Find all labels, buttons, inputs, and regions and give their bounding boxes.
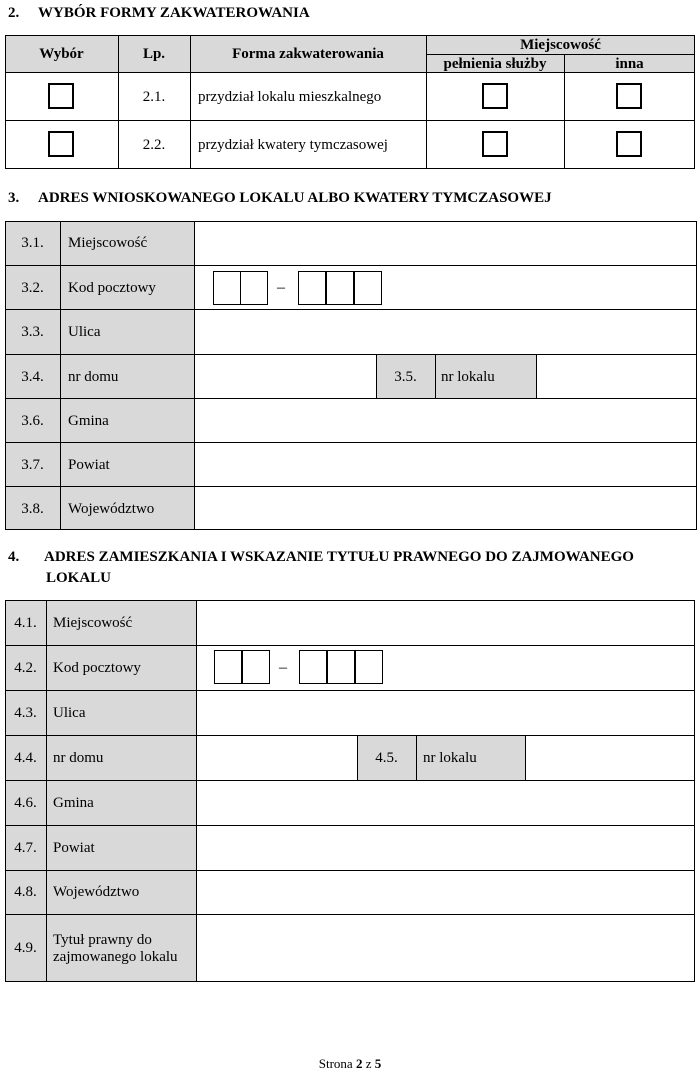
row-lp: 3.5. (394, 369, 417, 385)
field-label-voivodeship: Województwo (68, 501, 155, 517)
section-number: 4. (8, 549, 20, 565)
county-field[interactable] (198, 827, 694, 869)
street-field[interactable] (196, 311, 695, 353)
field-label-house-number: nr domu (53, 750, 104, 766)
row-lp: 3.2. (21, 280, 44, 296)
field-label-county: Powiat (53, 840, 95, 856)
header-location: Miejscowość (520, 37, 601, 53)
postal-digit-box[interactable] (213, 271, 241, 305)
row-lp: 4.2. (14, 660, 37, 676)
row-lp: 3.4. (21, 369, 44, 385)
section-3-heading (8, 188, 552, 208)
row-lp: 3.8. (21, 501, 44, 517)
city-field[interactable] (196, 223, 695, 264)
row-lp: 4.4. (14, 750, 37, 766)
county-field[interactable] (196, 444, 695, 485)
row-lp: 2.1. (142, 89, 166, 105)
field-label-flat-number: nr lokalu (441, 369, 495, 385)
commune-field[interactable] (198, 782, 694, 824)
other-location-checkbox-2-1[interactable] (616, 83, 642, 109)
field-label-postal-code: Kod pocztowy (53, 660, 141, 676)
header-form: Forma zakwaterowania (232, 46, 384, 62)
postal-dash: – (277, 279, 285, 296)
row-form-label: przydział kwatery tymczasowej (198, 137, 388, 153)
header-choice: Wybór (39, 46, 84, 62)
field-label-commune: Gmina (53, 795, 94, 811)
row-lp: 4.1. (14, 615, 37, 631)
field-label-house-number: nr domu (68, 369, 119, 385)
postal-digit-box[interactable] (214, 650, 242, 684)
row-form-label: przydział lokalu mieszkalnego (198, 89, 382, 105)
footer-separator: z (365, 1056, 372, 1071)
voivodeship-field[interactable] (196, 488, 695, 529)
postal-digit-box[interactable] (299, 650, 327, 684)
row-lp: 3.3. (21, 324, 44, 340)
flat-number-field[interactable] (527, 737, 694, 779)
duty-location-checkbox-2-2[interactable] (482, 131, 508, 157)
row-lp: 4.8. (14, 884, 37, 900)
postal-digit-box[interactable] (298, 271, 326, 305)
postal-digit-box[interactable] (240, 271, 268, 305)
postal-dash: – (279, 659, 287, 676)
row-lp: 3.1. (21, 235, 44, 251)
section-number: 2. (8, 5, 20, 21)
duty-location-checkbox-2-1[interactable] (482, 83, 508, 109)
field-label-legal-title-line2: zajmowanego lokalu (53, 949, 178, 965)
section-title-line1: ADRES ZAMIESZKANIA I WSKAZANIE TYTUŁU PRAWNEGO DO ZAJMOWANEGO (44, 549, 634, 565)
row-lp: 4.9. (14, 940, 37, 956)
section-4-heading (8, 547, 634, 589)
footer-total-pages: 5 (374, 1056, 382, 1071)
legal-title-field[interactable] (198, 916, 694, 981)
field-label-commune: Gmina (68, 413, 109, 429)
field-label-flat-number: nr lokalu (423, 750, 477, 766)
field-label-city: Miejscowość (53, 615, 133, 631)
row-lp: 4.3. (14, 705, 37, 721)
row-lp: 4.7. (14, 840, 37, 856)
choice-checkbox-2-1[interactable] (48, 83, 74, 109)
field-label-street: Ulica (53, 705, 86, 721)
page-footer (0, 1056, 700, 1072)
section-title-line2: LOKALU (46, 570, 112, 586)
row-lp: 4.6. (14, 795, 37, 811)
house-number-field[interactable] (196, 356, 375, 397)
postal-digit-box[interactable] (355, 650, 383, 684)
choice-checkbox-2-2[interactable] (48, 131, 74, 157)
footer-page-number: 2 (355, 1056, 363, 1071)
header-location-other: inna (615, 56, 644, 72)
section-number: 3. (8, 190, 20, 206)
postal-digit-box[interactable] (354, 271, 382, 305)
row-lp: 3.6. (21, 413, 44, 429)
field-label-county: Powiat (68, 457, 110, 473)
row-lp: 2.2. (142, 137, 166, 153)
section-title: ADRES WNIOSKOWANEGO LOKALU ALBO KWATERY TYMCZASOWEJ (38, 190, 552, 206)
street-field[interactable] (198, 692, 694, 734)
postal-digit-box[interactable] (326, 271, 354, 305)
flat-number-field[interactable] (538, 356, 695, 397)
postal-digit-box[interactable] (242, 650, 270, 684)
postal-digit-box[interactable] (327, 650, 355, 684)
field-label-postal-code: Kod pocztowy (68, 280, 156, 296)
field-label-legal-title-line1: Tytuł prawny do (53, 932, 152, 948)
section-title: WYBÓR FORMY ZAKWATEROWANIA (38, 5, 310, 21)
field-label-city: Miejscowość (68, 235, 148, 251)
header-location-duty: pełnienia służby (443, 56, 547, 72)
house-number-field[interactable] (198, 737, 356, 779)
city-field[interactable] (198, 602, 694, 644)
row-lp: 3.7. (21, 457, 44, 473)
field-label-street: Ulica (68, 324, 101, 340)
footer-prefix: Strona (318, 1056, 353, 1071)
header-lp: Lp. (142, 46, 166, 62)
commune-field[interactable] (196, 400, 695, 441)
other-location-checkbox-2-2[interactable] (616, 131, 642, 157)
row-lp: 4.5. (375, 750, 398, 766)
voivodeship-field[interactable] (198, 872, 694, 913)
section-2-heading (8, 3, 310, 23)
field-label-voivodeship: Województwo (53, 884, 140, 900)
